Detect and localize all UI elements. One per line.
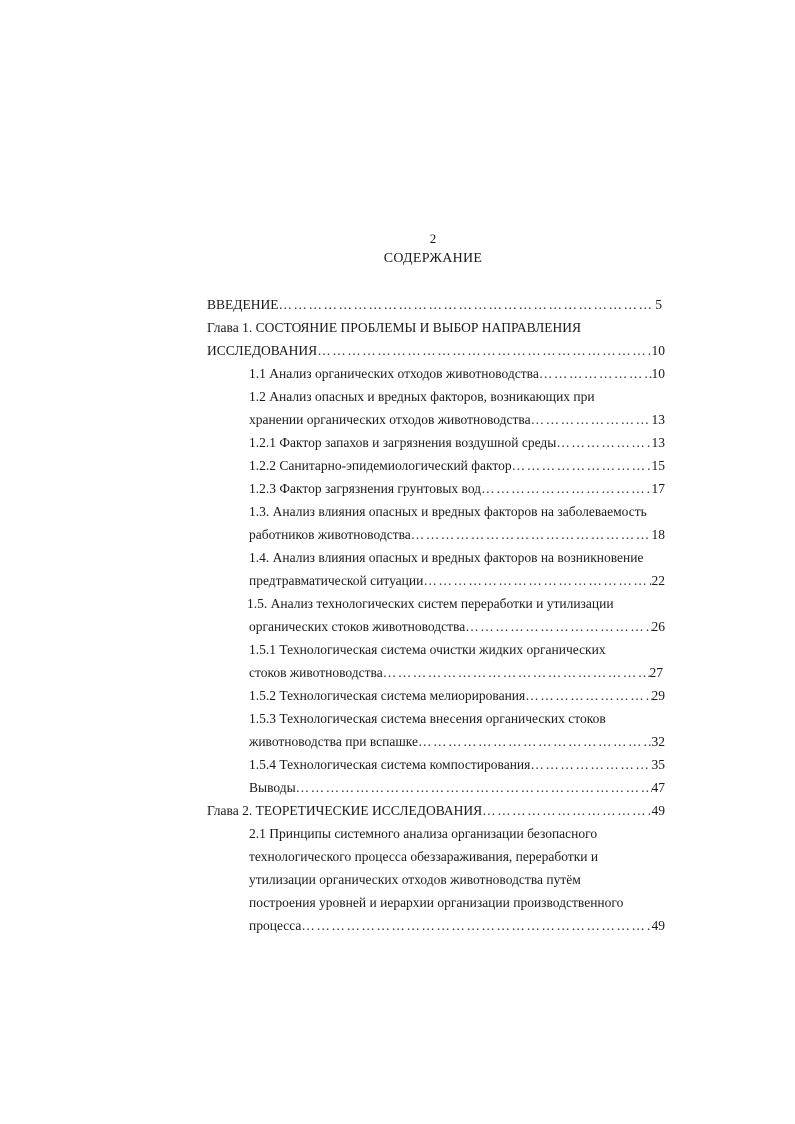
toc-entry-1-4-title: 1.4. Анализ влияния опасных и вредных факторов на возникновение xyxy=(249,550,644,565)
toc-entry-2-1-line-1: 2.1 Принципы системного анализа организации безопасного xyxy=(249,826,598,841)
toc-entry-1-5-3 xyxy=(249,733,665,751)
toc-entry-title: 1.5.4 Технологическая система компостирования xyxy=(249,757,531,772)
toc-entry-1-3-title: 1.3. Анализ влияния опасных и вредных факторов на заболеваемость xyxy=(249,504,647,519)
toc-entry-title: 1.2.3 Фактор загрязнения грунтовых вод xyxy=(249,481,482,496)
toc-entry-page: 49 xyxy=(651,918,665,933)
leader-dots xyxy=(278,296,655,314)
leader-dots xyxy=(411,526,652,544)
toc-entry-title: ИССЛЕДОВАНИЯ xyxy=(207,343,318,358)
toc-entry-page: 27 xyxy=(649,665,663,680)
toc-entry-1-5-3-title: 1.5.3 Технологическая система внесения органических стоков xyxy=(249,711,606,726)
toc-entry-chapter-1 xyxy=(207,342,665,360)
toc-entry-page: 35 xyxy=(651,757,665,772)
leader-dots xyxy=(530,756,651,774)
leader-dots xyxy=(556,434,651,452)
toc-entry-title: 1.2.2 Санитарно-эпидемиологический фактор xyxy=(249,458,512,473)
toc-entry-1-2-3 xyxy=(249,480,665,498)
toc-entry-1-2-2 xyxy=(249,457,665,475)
toc-entry-page: 10 xyxy=(651,366,665,381)
toc-entry-1-2 xyxy=(249,411,665,429)
toc-entry-2-1 xyxy=(249,917,665,935)
toc-entry-page: 15 xyxy=(651,458,665,473)
page-number: 2 xyxy=(429,231,437,246)
toc-entry-1-5-1 xyxy=(249,664,663,682)
toc-entry-page: 47 xyxy=(651,780,665,795)
leader-dots xyxy=(317,342,651,360)
toc-entry-title: 1.5.2 Технологическая система мелиорирования xyxy=(249,688,526,703)
toc-entry-page: 13 xyxy=(651,435,665,450)
toc-entry-1-4 xyxy=(249,572,665,590)
toc-entry-1-5-1-title: 1.5.1 Технологическая система очистки жидких органических xyxy=(249,642,606,657)
toc-entry-title: ВВЕДЕНИЕ xyxy=(207,297,279,312)
toc-entry-title: процесса xyxy=(249,918,302,933)
toc-entry-2-1-line-4: построения уровней и иерархии организации производственного xyxy=(249,895,624,910)
toc-entry-2-1-line-3: утилизации органических отходов животноводства путём xyxy=(249,872,581,887)
toc-entry-2-1-line-2: технологического процесса обеззараживания, переработки и xyxy=(249,849,599,864)
toc-entry-page: 18 xyxy=(651,527,665,542)
toc-entry-1-5-2 xyxy=(249,687,665,705)
toc-entry-page: 26 xyxy=(651,619,665,634)
toc-entry-1-2-1 xyxy=(249,434,665,452)
toc-entry-title: органических стоков животноводства xyxy=(249,619,466,634)
toc-entry-title: Глава 2. ТЕОРЕТИЧЕСКИЕ ИССЛЕДОВАНИЯ xyxy=(207,803,483,818)
toc-entry-1-5-title: 1.5. Анализ технологических систем переработки и утилизации xyxy=(247,596,614,611)
toc-entry-1-3 xyxy=(249,526,665,544)
toc-entry-title: Выводы xyxy=(249,780,296,795)
toc-entry-page: 13 xyxy=(651,412,665,427)
toc-entry-conclusions xyxy=(249,779,665,797)
toc-entry-page: 29 xyxy=(651,688,665,703)
toc-entry-page: 17 xyxy=(651,481,665,496)
toc-entry-title: 1.2.1 Фактор запахов и загрязнения воздушной среды xyxy=(249,435,557,450)
toc-entry-title: животноводства при вспашке xyxy=(249,734,418,749)
leader-dots xyxy=(296,779,652,797)
toc-chapter-1-title: Глава 1. СОСТОЯНИЕ ПРОБЛЕМЫ И ВЫБОР НАПРАВЛЕНИЯ xyxy=(207,320,581,335)
leader-dots xyxy=(465,618,651,636)
leader-dots xyxy=(512,457,652,475)
leader-dots xyxy=(301,917,651,935)
toc-entry-title: работников животноводства xyxy=(249,527,411,542)
leader-dots xyxy=(383,664,650,682)
leader-dots xyxy=(418,733,652,751)
toc-entry-1-5-4 xyxy=(249,756,665,774)
toc-entry-1-2-title: 1.2 Анализ опасных и вредных факторов, возникающих при xyxy=(249,389,595,404)
toc-entry-title: стоков животноводства xyxy=(249,665,383,680)
toc-entry-title: предтравматической ситуации xyxy=(249,573,424,588)
toc-heading: СОДЕРЖАНИЕ xyxy=(383,251,483,266)
toc-entry-1-5 xyxy=(249,618,665,636)
leader-dots xyxy=(481,480,651,498)
toc-entry-intro xyxy=(207,296,662,314)
leader-dots xyxy=(525,687,651,705)
toc-entry-title: 1.1 Анализ органических отходов животноводства xyxy=(249,366,539,381)
toc-entry-page: 22 xyxy=(651,573,665,588)
toc-entry-page: 49 xyxy=(651,803,665,818)
toc-entry-chapter-2 xyxy=(207,802,665,820)
toc-entry-page: 32 xyxy=(651,734,665,749)
toc-entry-page: 5 xyxy=(655,297,662,312)
toc-entry-page: 10 xyxy=(651,343,665,358)
leader-dots xyxy=(531,411,652,429)
leader-dots xyxy=(482,802,651,820)
toc-entry-1-1 xyxy=(249,365,665,383)
leader-dots xyxy=(423,572,651,590)
leader-dots xyxy=(539,365,652,383)
toc-entry-title: хранении органических отходов животноводства xyxy=(249,412,531,427)
